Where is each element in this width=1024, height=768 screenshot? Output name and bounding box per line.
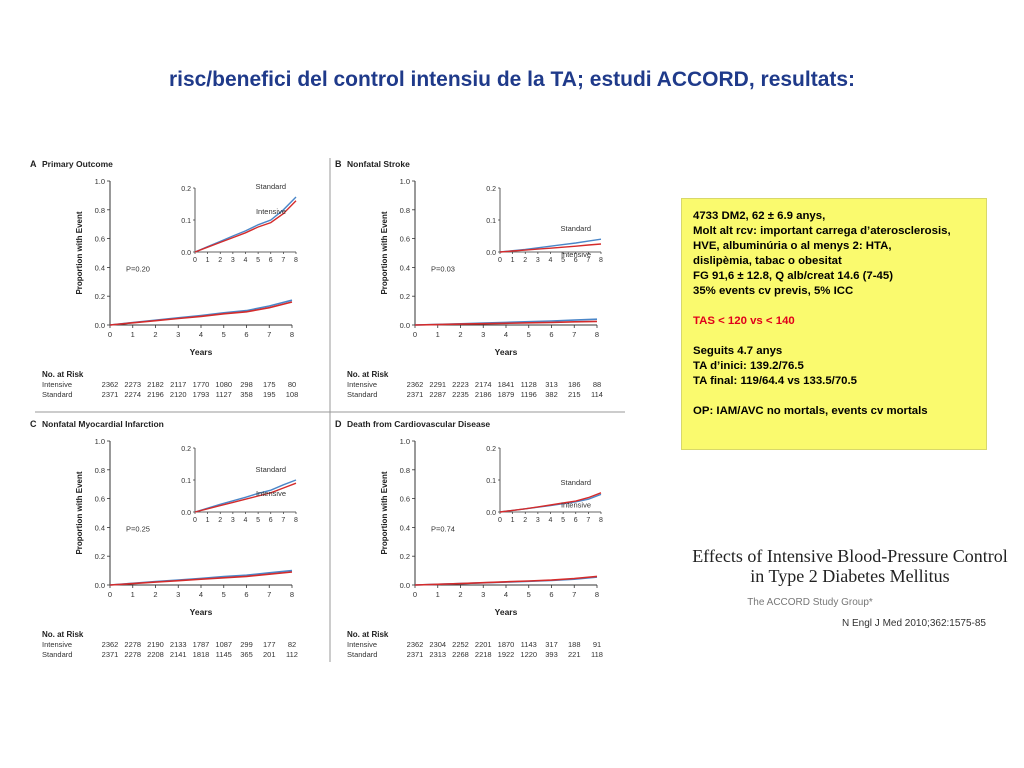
at-risk-value: 82 [287,640,297,649]
at-risk-value: 2235 [452,390,469,399]
at-risk-value: 2120 [169,390,187,399]
y-tick-label: 0.0 [399,321,410,330]
y-tick-label: 0.8 [94,205,105,215]
panel-a [30,159,298,399]
y-tick-label: 0.6 [94,234,105,244]
panel-letter: B [335,159,342,169]
at-risk-value: 2190 [147,640,164,649]
inset-x-tick-label: 6 [573,517,578,524]
inset-x-tick-label: 2 [523,257,528,264]
inset-x-tick-label: 3 [230,257,235,264]
inset-x-tick-label: 2 [218,257,223,264]
y-tick-label: 0.4 [399,523,410,533]
at-risk-value: 2141 [169,650,187,659]
y-tick-label: 0.2 [94,552,105,562]
paper-title-line2: in Type 2 Diabetes Mellitus [750,566,950,586]
panel-letter: C [30,419,37,429]
at-risk-value: 2273 [124,380,142,389]
at-risk-value: 2174 [474,380,492,389]
at-risk-value: 2223 [452,380,469,389]
x-tick-label: 1 [435,590,440,599]
p-value: P=0.20 [126,264,150,274]
inset-background [195,444,298,516]
info-line: Molt alt rcv: important carrega d’aterosclerosis, [693,225,951,237]
at-risk-value: 1922 [497,650,515,659]
x-tick-label: 3 [176,330,181,339]
x-tick-label: 7 [572,590,577,599]
inset-y-tick-label: 0.1 [486,218,496,225]
at-risk-value: 2218 [474,650,492,659]
inset-label-intensive: Intensive [255,489,286,499]
paper-title [690,546,1010,586]
paper-title-line1: Effects of Intensive Blood-Pressure Control [692,546,1008,566]
at-risk-value: 1128 [520,380,537,389]
at-risk-value: 2201 [474,640,492,649]
at-risk-value: 2362 [101,380,119,389]
inset-x-tick-label: 7 [586,517,591,524]
inset-x-tick-label: 0 [193,257,197,264]
x-tick-label: 5 [221,330,226,339]
at-risk-value: 186 [567,380,581,389]
x-tick-label: 1 [130,330,135,339]
at-risk-value: 91 [592,640,602,649]
at-risk-header: No. at Risk [347,370,389,379]
y-axis-label: Proportion with Event [380,471,389,555]
x-tick-label: 1 [130,590,135,599]
y-tick-label: 1.0 [94,437,105,446]
inset-x-tick-label: 4 [243,517,248,524]
x-tick-label: 3 [481,590,486,599]
panel-title: Death from Cardiovascular Disease [347,419,491,429]
x-tick-label: 6 [549,590,554,599]
at-risk-value: 2278 [124,640,142,649]
panel-letter: A [30,159,37,169]
inset-x-tick-label: 7 [281,517,286,524]
info-line: 4733 DM2, 62 ± 6.9 anys, [693,210,826,222]
at-risk-value: 2371 [101,390,119,399]
inset-x-tick-label: 4 [548,257,553,264]
x-axis-label: Years [189,347,213,357]
at-risk-value: 2291 [429,380,447,389]
x-tick-label: 6 [244,330,249,339]
inset-x-tick-label: 5 [561,257,566,264]
y-tick-label: 1.0 [94,177,105,186]
panel-title: Primary Outcome [42,159,113,169]
inset-x-tick-label: 7 [281,257,286,264]
at-risk-value: 2304 [429,640,447,649]
inset-y-tick-label: 0.0 [181,250,191,257]
p-value: P=0.74 [431,524,455,534]
info-line: 35% events cv previs, 5% ICC [693,285,854,297]
panel-letter: D [335,419,342,429]
series-line-intensive [415,576,597,585]
inset-label-standard: Standard [560,224,591,234]
inset-x-tick-label: 5 [256,257,261,264]
series-line-standard [110,300,292,325]
at-risk-value: 201 [262,650,276,659]
x-tick-label: 8 [289,590,295,599]
at-risk-value: 80 [287,380,297,389]
x-tick-label: 5 [526,330,531,339]
info-line: FG 91,6 ± 12.8, Q alb/creat 14.6 (7-45) [693,270,893,282]
inset-x-tick-label: 4 [243,257,248,264]
at-risk-row-name: Intensive [42,380,73,389]
study-info-box [681,198,987,450]
x-tick-label: 0 [107,590,113,599]
at-risk-value: 112 [286,650,298,659]
x-axis-label: Years [189,607,213,617]
x-tick-label: 8 [594,590,600,599]
panel-b [335,159,603,399]
at-risk-value: 365 [240,650,253,659]
x-tick-label: 1 [435,330,440,339]
inset-x-tick-label: 1 [205,257,210,264]
at-risk-value: 2186 [474,390,492,399]
at-risk-value: 2362 [406,640,424,649]
x-tick-label: 8 [289,330,295,339]
paper-authors: The ACCORD Study Group* [747,597,873,608]
x-tick-label: 4 [198,590,204,599]
y-tick-label: 0.2 [399,552,410,562]
inset-x-tick-label: 0 [498,257,502,264]
inset-x-tick-label: 8 [294,517,298,524]
x-tick-label: 3 [176,590,181,599]
x-tick-label: 8 [594,330,600,339]
inset-x-tick-label: 0 [193,517,197,524]
at-risk-value: 2371 [406,390,424,399]
inset-label-standard: Standard [255,465,286,474]
at-risk-value: 2362 [406,380,424,389]
at-risk-row-name: Standard [42,390,73,399]
x-tick-label: 6 [244,590,249,599]
x-axis-label: Years [494,347,518,357]
at-risk-value: 88 [592,380,602,389]
y-tick-label: 0.6 [399,234,410,244]
panel-title: Nonfatal Myocardial Infarction [42,419,164,429]
x-tick-label: 7 [267,330,272,339]
inset-chart [486,184,603,264]
y-tick-label: 0.0 [399,581,410,590]
info-line: HVE, albuminúria o al menys 2: HTA, [693,240,892,252]
at-risk-value: 393 [545,650,558,659]
y-tick-label: 0.4 [399,263,410,273]
x-tick-label: 7 [267,590,272,599]
at-risk-value: 2182 [147,380,164,389]
inset-y-tick-label: 0.1 [181,478,191,485]
at-risk-value: 1127 [215,390,232,399]
at-risk-value: 2133 [169,640,187,649]
at-risk-value: 1770 [192,380,210,389]
y-tick-label: 0.8 [399,205,410,215]
p-value: P=0.03 [431,264,455,274]
at-risk-value: 108 [285,390,299,399]
x-tick-label: 0 [107,330,113,339]
at-risk-row-name: Standard [347,650,378,659]
x-tick-label: 5 [221,590,226,599]
x-axis-label: Years [494,607,518,617]
inset-y-tick-label: 0.0 [181,510,191,517]
x-tick-label: 2 [458,330,463,339]
at-risk-value: 1879 [497,390,515,399]
inset-x-tick-label: 2 [523,517,528,524]
inset-x-tick-label: 1 [510,517,515,524]
x-tick-label: 7 [572,330,577,339]
inset-x-tick-label: 4 [548,517,553,524]
x-tick-label: 2 [153,590,158,599]
slide-title: risc/benefici del control intensiu de la TA; estudi ACCORD, resultats: [168,68,856,91]
inset-x-tick-label: 3 [535,517,540,524]
inset-y-tick-label: 0.0 [486,510,496,517]
x-tick-label: 4 [503,330,509,339]
inset-x-tick-label: 1 [510,257,515,264]
at-risk-row-name: Intensive [42,640,73,649]
at-risk-value: 1196 [520,390,537,399]
inset-y-tick-label: 0.2 [486,446,496,453]
x-tick-label: 6 [549,330,554,339]
inset-y-tick-label: 0.2 [181,446,191,453]
x-tick-label: 0 [412,590,418,599]
inset-label-intensive: Intensive [560,250,591,259]
followup-line: TA d’inici: 139.2/76.5 [693,360,804,372]
y-tick-label: 0.8 [94,465,105,475]
at-risk-value: 1793 [192,390,210,399]
y-tick-label: 0.4 [94,263,105,273]
y-axis-label: Proportion with Event [75,211,84,295]
y-tick-label: 0.6 [399,494,410,504]
at-risk-value: 299 [240,640,253,649]
x-tick-label: 4 [198,330,204,339]
y-tick-label: 0.0 [94,581,105,590]
inset-x-tick-label: 3 [230,517,235,524]
x-tick-label: 2 [153,330,158,339]
at-risk-value: 114 [591,390,603,399]
at-risk-value: 2208 [147,650,164,659]
y-tick-label: 0.0 [94,321,105,330]
at-risk-value: 1080 [215,380,233,389]
at-risk-value: 1220 [520,650,538,659]
at-risk-row-name: Standard [347,390,378,399]
y-axis-label: Proportion with Event [380,211,389,295]
panel-c [30,419,298,659]
at-risk-value: 195 [262,390,276,399]
target-bp-highlight: TAS < 120 vs < 140 [693,315,795,327]
inset-chart [181,444,298,524]
inset-y-tick-label: 0.1 [486,478,496,485]
at-risk-value: 2362 [101,640,119,649]
inset-chart [181,182,298,264]
at-risk-value: 2371 [101,650,119,659]
paper-reference: N Engl J Med 2010;362:1575-85 [842,618,986,629]
inset-x-tick-label: 8 [599,257,603,264]
at-risk-value: 1787 [192,640,210,649]
kaplan-meier-figure [30,150,630,665]
y-tick-label: 0.8 [399,465,410,475]
y-tick-label: 1.0 [399,177,410,186]
inset-y-tick-label: 0.1 [181,218,191,225]
inset-chart [486,444,603,524]
info-line: dislipèmia, tabac o obesitat [693,255,842,267]
inset-y-tick-label: 0.2 [486,186,496,193]
followup-line: Seguits 4.7 anys [693,345,783,357]
at-risk-value: 188 [567,640,581,649]
series-line-intensive [110,572,292,585]
at-risk-value: 1143 [520,640,537,649]
y-axis-label: Proportion with Event [75,471,84,555]
at-risk-value: 2196 [147,390,164,399]
at-risk-value: 317 [545,640,558,649]
at-risk-value: 1145 [215,650,232,659]
inset-y-tick-label: 0.2 [181,186,191,193]
y-tick-label: 0.2 [94,292,105,302]
at-risk-value: 2313 [429,650,447,659]
y-tick-label: 0.2 [399,292,410,302]
at-risk-value: 2278 [124,650,142,659]
inset-x-tick-label: 2 [218,517,223,524]
inset-x-tick-label: 7 [586,257,591,264]
x-tick-label: 0 [412,330,418,339]
at-risk-value: 177 [262,640,276,649]
at-risk-value: 358 [240,390,253,399]
at-risk-header: No. at Risk [42,370,84,379]
panel-title: Nonfatal Stroke [347,159,410,169]
primary-outcome-line: OP: IAM/AVC no mortals, events cv mortals [693,405,928,417]
inset-x-tick-label: 0 [498,517,502,524]
at-risk-value: 298 [240,380,253,389]
inset-x-tick-label: 5 [256,517,261,524]
p-value: P=0.25 [126,524,150,534]
at-risk-value: 1841 [497,380,515,389]
inset-label-standard: Standard [255,181,286,191]
at-risk-value: 215 [567,390,581,399]
at-risk-value: 221 [567,650,581,659]
at-risk-header: No. at Risk [42,630,84,639]
x-tick-label: 3 [481,330,486,339]
y-tick-label: 1.0 [399,437,410,446]
followup-line: TA final: 119/64.4 vs 133.5/70.5 [693,375,858,387]
at-risk-row-name: Standard [42,650,73,659]
inset-x-tick-label: 6 [573,257,578,264]
at-risk-value: 2252 [452,640,469,649]
inset-label-intensive: Intensive [560,500,591,510]
panel-d [335,419,603,659]
inset-x-tick-label: 5 [561,517,566,524]
at-risk-header: No. at Risk [347,630,389,639]
at-risk-value: 2117 [170,380,187,389]
inset-y-tick-label: 0.0 [486,250,496,257]
at-risk-value: 313 [545,380,558,389]
at-risk-row-name: Intensive [347,380,378,389]
x-tick-label: 4 [503,590,509,599]
at-risk-value: 175 [262,380,276,389]
x-tick-label: 5 [526,590,531,599]
inset-x-tick-label: 1 [205,517,210,524]
at-risk-value: 1870 [497,640,515,649]
inset-x-tick-label: 8 [294,257,298,264]
inset-label-standard: Standard [560,477,591,487]
inset-label-intensive: Intensive [255,206,286,216]
inset-x-tick-label: 3 [535,257,540,264]
inset-x-tick-label: 8 [599,517,603,524]
at-risk-value: 2274 [124,390,142,399]
y-tick-label: 0.4 [94,523,105,533]
at-risk-value: 1818 [192,650,210,659]
at-risk-value: 118 [591,650,603,659]
at-risk-value: 2371 [406,650,424,659]
at-risk-row-name: Intensive [347,640,378,649]
at-risk-value: 382 [545,390,558,399]
at-risk-value: 2287 [429,390,447,399]
at-risk-value: 1087 [215,640,233,649]
at-risk-value: 2268 [452,650,469,659]
x-tick-label: 2 [458,590,463,599]
y-tick-label: 0.6 [94,494,105,504]
inset-x-tick-label: 6 [268,257,273,264]
inset-x-tick-label: 6 [268,517,273,524]
